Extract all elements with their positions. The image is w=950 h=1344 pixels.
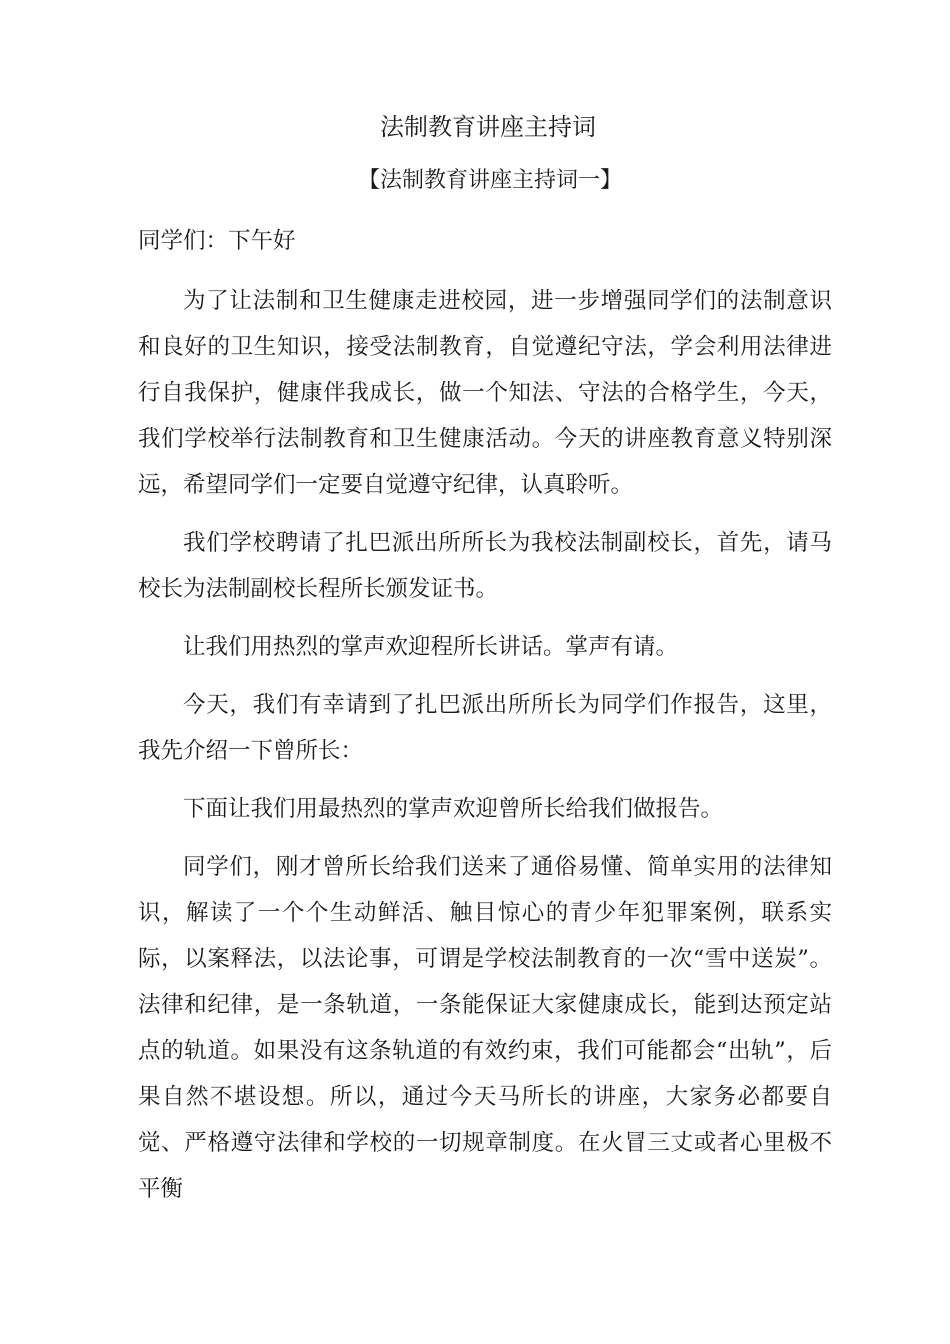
document-title: 法制教育讲座主持词	[380, 113, 596, 141]
body-paragraph-3: 让我们用热烈的掌声欢迎程所长讲话。掌声有请。	[183, 634, 679, 660]
body-paragraph-6: 同学们，刚才曾所长给我们送来了通俗易懂、简单实用的法律知识，解读了一个个生动鲜活、触目惊心的青少年犯罪案例，联系实际，以案释法，以法论事，可谓是学校法制教育的一次“雪中送炭”。法律和纪律，是一条轨道，一条能保证大家健康成长，能到达预定站点的轨道。如果没有这条轨道的有效约束，我们可能都会“出轨”，后果自然不堪设想。所以，通过今天马所长的讲座，大家务必都要自觉、严格遵守法律和学校的一切规章制度。在火冒三丈或者心里极不平衡	[138, 854, 832, 1202]
body-paragraph-1: 为了让法制和卫生健康走进校园，进一步增强同学们的法制意识和良好的卫生知识，接受法制教育，自觉遵纪守法，学会利用法律进行自我保护，健康伴我成长，做一个知法、守法的合格学生，今天，我们学校举行法制教育和卫生健康活动。今天的讲座教育意义特别深远，希望同学们一定要自觉遵守纪律，认真聆听。	[138, 288, 832, 498]
greeting-paragraph: 同学们：下午好	[138, 228, 296, 254]
document-subtitle: 【法制教育讲座主持词一】	[357, 168, 622, 193]
body-paragraph-2: 我们学校聘请了扎巴派出所所长为我校法制副校长，首先，请马校长为法制副校长程所长颁发证书。	[138, 530, 832, 602]
body-paragraph-4: 今天，我们有幸请到了扎巴派出所所长为同学们作报告，这里，我先介绍一下曾所长：	[138, 692, 832, 764]
body-paragraph-5: 下面让我们用最热烈的掌声欢迎曾所长给我们做报告。	[183, 796, 724, 822]
